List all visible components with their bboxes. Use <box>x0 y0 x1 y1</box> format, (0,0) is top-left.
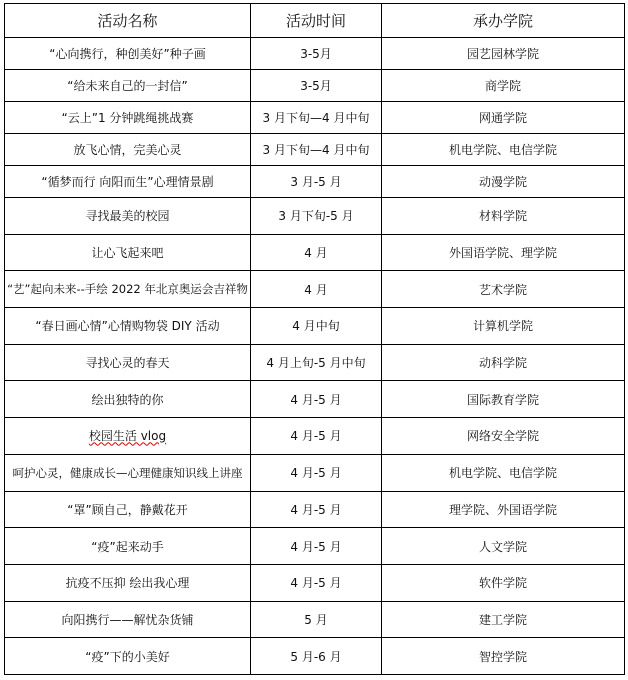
host-college-cell: 机电学院、电信学院 <box>382 454 625 491</box>
activity-time-cell: 4 月中旬 <box>251 308 382 345</box>
host-college-cell: 软件学院 <box>382 564 625 601</box>
activity-time-cell: 4 月上旬-5 月中旬 <box>251 344 382 381</box>
table-row <box>5 166 625 198</box>
activity-name-cell: “心向携行，种创美好”种子画 <box>5 38 251 70</box>
activity-name-cell: 向阳携行——解忧杂货铺 <box>5 601 251 638</box>
table-row <box>5 271 625 308</box>
host-college-cell: 动科学院 <box>382 344 625 381</box>
table-row <box>5 528 625 565</box>
table-row <box>5 344 625 381</box>
spellcheck-underlined-text: 校园生活 vlog <box>88 429 167 444</box>
table-row <box>5 308 625 345</box>
activity-time-cell: 5 月 <box>251 601 382 638</box>
activity-time-cell: 3 月下旬—4 月中旬 <box>251 134 382 166</box>
table-body <box>5 38 625 675</box>
activity-name-cell: “循梦而行 向阳而生”心理情景剧 <box>5 166 251 198</box>
host-college-cell: 智控学院 <box>382 638 625 675</box>
table-row <box>5 198 625 235</box>
activity-name-cell: 绘出独特的你 <box>5 381 251 418</box>
table-row <box>5 381 625 418</box>
activity-name-cell <box>5 418 251 455</box>
activity-time-cell: 4 月 <box>251 271 382 308</box>
table-row <box>5 234 625 271</box>
activity-time-cell: 4 月-5 月 <box>251 564 382 601</box>
host-college-cell: 网通学院 <box>382 102 625 134</box>
activity-time-cell: 4 月-5 月 <box>251 418 382 455</box>
activity-name-cell: 寻找最美的校园 <box>5 198 251 235</box>
host-college-cell: 建工学院 <box>382 601 625 638</box>
activity-name-cell: “给未来自己的一封信” <box>5 70 251 102</box>
table-row <box>5 102 625 134</box>
activity-name-cell: “疫”下的小美好 <box>5 638 251 675</box>
activity-name-cell: 抗疫不压抑 绘出我心理 <box>5 564 251 601</box>
table-row <box>5 638 625 675</box>
activity-name-cell: “云上”1 分钟跳绳挑战赛 <box>5 102 251 134</box>
host-college-cell: 艺术学院 <box>382 271 625 308</box>
activity-name-cell: “春日画心情”心情购物袋 DIY 活动 <box>5 308 251 345</box>
host-college-cell: 材料学院 <box>382 198 625 235</box>
activity-name-cell: 让心飞起来吧 <box>5 234 251 271</box>
activity-name-cell: 呵护心灵，健康成长—心理健康知识线上讲座 <box>5 454 251 491</box>
header-activity-name: 活动名称 <box>5 4 251 38</box>
host-college-cell: 理学院、外国语学院 <box>382 491 625 528</box>
activity-name-cell: 寻找心灵的春天 <box>5 344 251 381</box>
activity-time-cell: 4 月-5 月 <box>251 491 382 528</box>
activity-time-cell: 3 月下旬-5 月 <box>251 198 382 235</box>
activity-time-cell: 3-5月 <box>251 38 382 70</box>
activity-time-cell: 4 月-5 月 <box>251 528 382 565</box>
host-college-cell: 动漫学院 <box>382 166 625 198</box>
header-row <box>5 4 625 38</box>
activity-time-cell: 4 月 <box>251 234 382 271</box>
host-college-cell: 人文学院 <box>382 528 625 565</box>
host-college-cell: 网络安全学院 <box>382 418 625 455</box>
activity-time-cell: 5 月-6 月 <box>251 638 382 675</box>
header-activity-time: 活动时间 <box>251 4 382 38</box>
activity-time-cell: 4 月-5 月 <box>251 381 382 418</box>
host-college-cell: 机电学院、电信学院 <box>382 134 625 166</box>
host-college-cell: 国际教育学院 <box>382 381 625 418</box>
table-row <box>5 564 625 601</box>
table-row <box>5 70 625 102</box>
host-college-cell: 外国语学院、理学院 <box>382 234 625 271</box>
activity-time-cell: 4 月-5 月 <box>251 454 382 491</box>
header-host-college: 承办学院 <box>382 4 625 38</box>
host-college-cell: 商学院 <box>382 70 625 102</box>
activity-name-cell: “疫”起来动手 <box>5 528 251 565</box>
activity-time-cell: 3 月下旬—4 月中旬 <box>251 102 382 134</box>
table-row <box>5 454 625 491</box>
activity-name-cell: “艺”起向未来--手绘 2022 年北京奥运会吉祥物 <box>5 271 251 308</box>
activity-name-cell: “罩”顾自己，静戴花开 <box>5 491 251 528</box>
table-row <box>5 38 625 70</box>
table-row <box>5 491 625 528</box>
host-college-cell: 计算机学院 <box>382 308 625 345</box>
activity-time-cell: 3-5月 <box>251 70 382 102</box>
table-row <box>5 418 625 455</box>
activity-table <box>4 3 625 675</box>
activity-name-cell: 放飞心情，完美心灵 <box>5 134 251 166</box>
table-row <box>5 601 625 638</box>
host-college-cell: 园艺园林学院 <box>382 38 625 70</box>
table-row <box>5 134 625 166</box>
activity-time-cell: 3 月-5 月 <box>251 166 382 198</box>
